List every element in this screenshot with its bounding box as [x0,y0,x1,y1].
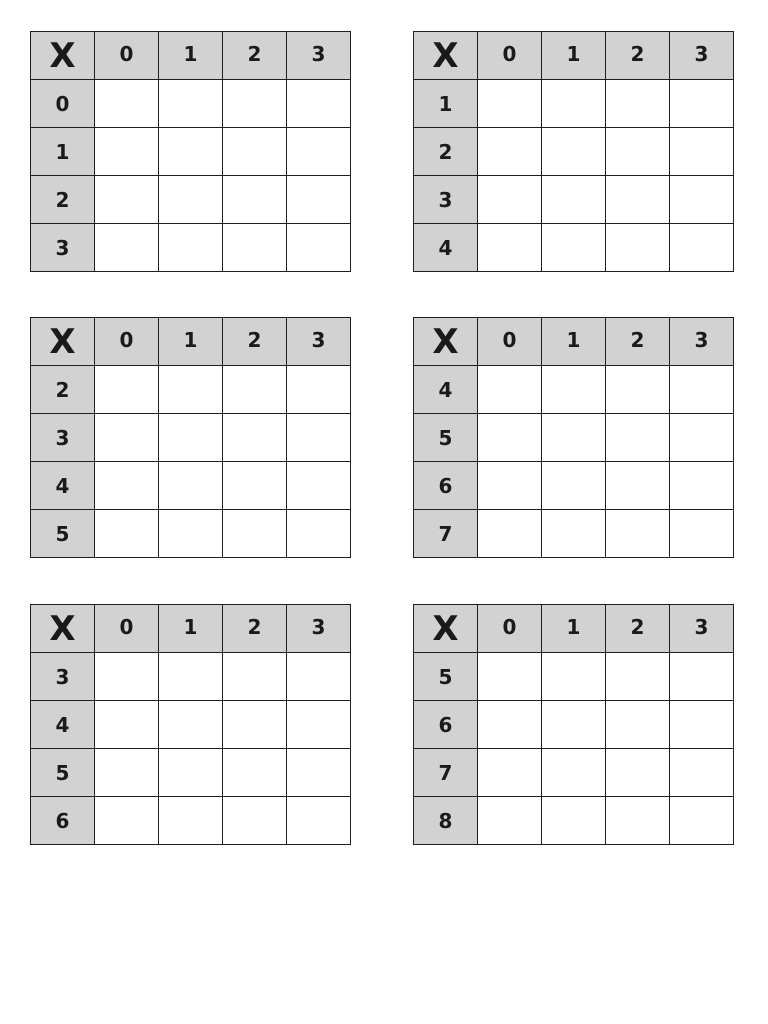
answer-cell[interactable] [95,176,159,224]
answer-cell[interactable] [542,176,606,224]
answer-cell[interactable] [478,510,542,558]
header-row [31,318,351,366]
table-row [31,797,351,845]
column-factor: 0 [478,318,542,366]
answer-cell[interactable] [606,176,670,224]
row-factor: 5 [31,510,95,558]
table-row [31,510,351,558]
table-row [414,176,734,224]
answer-cell[interactable] [159,80,223,128]
table-row [31,128,351,176]
answer-cell[interactable] [478,653,542,701]
column-factor: 2 [606,318,670,366]
times-symbol: X [31,605,95,653]
table-row [414,653,734,701]
column-factor: 0 [95,32,159,80]
answer-cell[interactable] [223,701,287,749]
answer-cell[interactable] [478,366,542,414]
column-factor: 1 [159,605,223,653]
answer-cell[interactable] [478,701,542,749]
column-factor: 0 [478,605,542,653]
row-factor: 0 [31,80,95,128]
answer-cell[interactable] [287,462,351,510]
answer-cell[interactable] [542,797,606,845]
answer-cell[interactable] [670,797,734,845]
multiplication-table [30,31,351,272]
answer-cell[interactable] [287,224,351,272]
multiplication-table [413,604,734,845]
multiplication-table [413,317,734,558]
answer-cell[interactable] [159,462,223,510]
answer-cell[interactable] [223,653,287,701]
answer-cell[interactable] [670,414,734,462]
answer-cell[interactable] [223,797,287,845]
table-row [414,797,734,845]
answer-cell[interactable] [159,510,223,558]
table-row [414,462,734,510]
answer-cell[interactable] [542,224,606,272]
answer-cell[interactable] [287,749,351,797]
answer-cell[interactable] [670,366,734,414]
answer-cell[interactable] [287,366,351,414]
column-factor: 3 [670,318,734,366]
column-factor: 0 [95,318,159,366]
answer-cell[interactable] [606,701,670,749]
answer-cell[interactable] [223,414,287,462]
answer-cell[interactable] [542,366,606,414]
answer-cell[interactable] [95,510,159,558]
answer-cell[interactable] [287,797,351,845]
multiplication-table [413,31,734,272]
multiplication-table [30,604,351,845]
times-symbol: X [414,605,478,653]
times-symbol: X [414,318,478,366]
table-row [31,701,351,749]
row-factor: 4 [414,224,478,272]
answer-cell[interactable] [95,462,159,510]
multiplication-table [30,317,351,558]
table-row [414,510,734,558]
answer-cell[interactable] [95,224,159,272]
row-factor: 1 [414,80,478,128]
answer-cell[interactable] [670,510,734,558]
answer-cell[interactable] [606,510,670,558]
table-row [31,224,351,272]
row-factor: 5 [414,653,478,701]
answer-cell[interactable] [670,749,734,797]
times-symbol: X [31,32,95,80]
answer-cell[interactable] [542,462,606,510]
answer-cell[interactable] [542,80,606,128]
answer-cell[interactable] [606,462,670,510]
answer-cell[interactable] [287,414,351,462]
answer-cell[interactable] [159,224,223,272]
answer-cell[interactable] [478,414,542,462]
column-factor: 1 [542,318,606,366]
answer-cell[interactable] [542,749,606,797]
answer-cell[interactable] [287,176,351,224]
answer-cell[interactable] [542,414,606,462]
answer-cell[interactable] [287,701,351,749]
answer-cell[interactable] [95,701,159,749]
column-factor: 3 [670,605,734,653]
answer-cell[interactable] [95,128,159,176]
row-factor: 8 [414,797,478,845]
answer-cell[interactable] [606,653,670,701]
answer-cell[interactable] [542,653,606,701]
answer-cell[interactable] [287,80,351,128]
header-row [31,605,351,653]
answer-cell[interactable] [223,510,287,558]
table-row [31,653,351,701]
column-factor: 3 [287,318,351,366]
answer-cell[interactable] [95,80,159,128]
answer-cell[interactable] [542,510,606,558]
answer-cell[interactable] [95,653,159,701]
header-row [414,318,734,366]
answer-cell[interactable] [478,797,542,845]
row-factor: 2 [414,128,478,176]
answer-cell[interactable] [478,224,542,272]
answer-cell[interactable] [95,749,159,797]
table-row [31,80,351,128]
answer-cell[interactable] [159,653,223,701]
answer-cell[interactable] [159,749,223,797]
answer-cell[interactable] [159,366,223,414]
table-row [414,128,734,176]
row-factor: 7 [414,510,478,558]
row-factor: 5 [31,749,95,797]
row-factor: 4 [31,701,95,749]
answer-cell[interactable] [670,462,734,510]
answer-cell[interactable] [159,176,223,224]
row-factor: 1 [31,128,95,176]
row-factor: 7 [414,749,478,797]
column-factor: 3 [287,605,351,653]
answer-cell[interactable] [159,797,223,845]
row-factor: 3 [31,224,95,272]
answer-cell[interactable] [542,701,606,749]
row-factor: 5 [414,414,478,462]
row-factor: 2 [31,366,95,414]
column-factor: 2 [223,605,287,653]
row-factor: 4 [31,462,95,510]
row-factor: 2 [31,176,95,224]
table-row [31,462,351,510]
row-factor: 3 [414,176,478,224]
answer-cell[interactable] [287,653,351,701]
row-factor: 3 [31,414,95,462]
table-row [31,366,351,414]
answer-cell[interactable] [670,653,734,701]
table-row [414,701,734,749]
answer-cell[interactable] [95,797,159,845]
answer-cell[interactable] [223,176,287,224]
answer-cell[interactable] [223,128,287,176]
answer-cell[interactable] [95,366,159,414]
answer-cell[interactable] [478,128,542,176]
answer-cell[interactable] [223,80,287,128]
answer-cell[interactable] [606,128,670,176]
row-factor: 3 [31,653,95,701]
table-row [414,224,734,272]
answer-cell[interactable] [670,80,734,128]
row-factor: 6 [31,797,95,845]
answer-cell[interactable] [159,128,223,176]
row-factor: 6 [414,462,478,510]
answer-cell[interactable] [606,366,670,414]
answer-cell[interactable] [670,701,734,749]
column-factor: 0 [478,32,542,80]
table-row [31,749,351,797]
answer-cell[interactable] [670,128,734,176]
answer-cell[interactable] [478,749,542,797]
answer-cell[interactable] [223,366,287,414]
answer-cell[interactable] [287,128,351,176]
column-factor: 2 [223,318,287,366]
answer-cell[interactable] [223,224,287,272]
row-factor: 6 [414,701,478,749]
table-row [31,176,351,224]
table-row [414,366,734,414]
column-factor: 1 [159,318,223,366]
answer-cell[interactable] [287,510,351,558]
answer-cell[interactable] [670,176,734,224]
answer-cell[interactable] [478,176,542,224]
times-symbol: X [31,318,95,366]
header-row [414,605,734,653]
answer-cell[interactable] [159,701,223,749]
table-row [414,749,734,797]
column-factor: 0 [95,605,159,653]
answer-cell[interactable] [542,128,606,176]
answer-cell[interactable] [95,414,159,462]
answer-cell[interactable] [606,224,670,272]
answer-cell[interactable] [159,414,223,462]
header-row [414,32,734,80]
answer-cell[interactable] [606,80,670,128]
column-factor: 2 [606,605,670,653]
table-row [414,80,734,128]
answer-cell[interactable] [606,749,670,797]
column-factor: 2 [223,32,287,80]
column-factor: 1 [542,32,606,80]
answer-cell[interactable] [606,414,670,462]
answer-cell[interactable] [606,797,670,845]
answer-cell[interactable] [478,462,542,510]
column-factor: 2 [606,32,670,80]
answer-cell[interactable] [670,224,734,272]
times-symbol: X [414,32,478,80]
row-factor: 4 [414,366,478,414]
header-row [31,32,351,80]
column-factor: 3 [287,32,351,80]
table-row [31,414,351,462]
answer-cell[interactable] [223,749,287,797]
column-factor: 1 [159,32,223,80]
table-row [414,414,734,462]
column-factor: 3 [670,32,734,80]
column-factor: 1 [542,605,606,653]
answer-cell[interactable] [223,462,287,510]
answer-cell[interactable] [478,80,542,128]
